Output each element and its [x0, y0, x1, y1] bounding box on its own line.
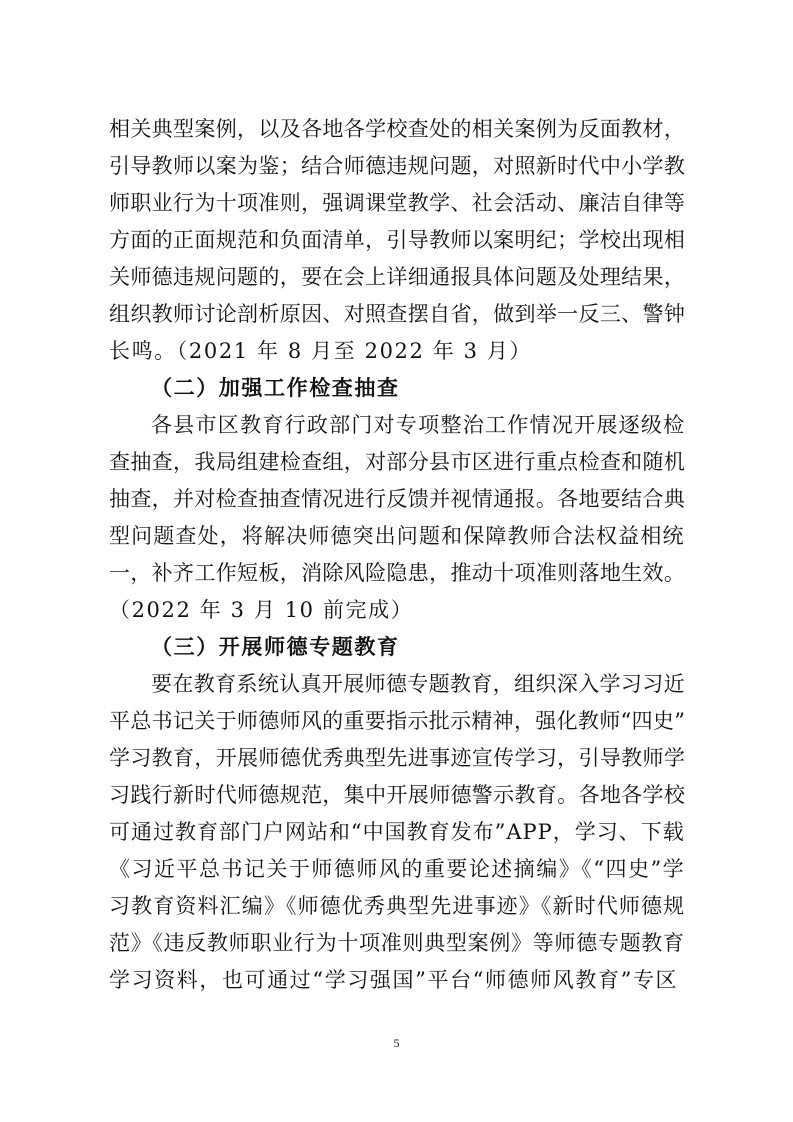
- text-line: 组织教师讨论剖析原因、对照查摆自省，做到举一反三、警钟: [109, 302, 686, 326]
- text-line: 一，补齐工作短板，消除风险隐患，推动十项准则落地生效。: [109, 561, 686, 585]
- section-heading: （二）加强工作检查抽查: [151, 375, 400, 400]
- text-line: 习教育资料汇编》《师德优秀典型先进事迹》《新时代师德规: [109, 894, 686, 918]
- text-line: （2022 年 3 月 10 前完成）: [109, 598, 414, 622]
- text-line: 长鸣。（2021 年 8 月至 2022 年 3 月）: [109, 339, 533, 363]
- text-line: 各县市区教育行政部门对专项整治工作情况开展逐级检: [151, 413, 686, 437]
- text-line: 平总书记关于师德师风的重要指示批示精神，强化教师“四史”: [109, 709, 686, 733]
- section-heading: （三）开展师德专题教育: [151, 634, 400, 659]
- text-line: 查抽查，我局组建检查组，对部分县市区进行重点检查和随机: [109, 450, 686, 474]
- text-line: 范》《违反教师职业行为十项准则典型案例》等师德专题教育: [109, 931, 685, 955]
- text-line: 要在教育系统认真开展师德专题教育，组织深入学习习近: [151, 672, 685, 696]
- text-line: 习践行新时代师德规范，集中开展师德警示教育。各地各学校: [109, 783, 686, 807]
- text-line: 可通过教育部门户网站和“中国教育发布”APP，学习、下载: [109, 820, 685, 844]
- text-line: 型问题查处，将解决师德突出问题和保障教师合法权益相统: [109, 524, 685, 548]
- text-line: 方面的正面规范和负面清单，引导教师以案明纪；学校出现相: [109, 228, 686, 252]
- text-line: 学习教育，开展师德优秀典型先进事迹宣传学习，引导教师学: [109, 746, 686, 770]
- text-line: 关师德违规问题的，要在会上详细通报具体问题及处理结果，: [109, 265, 686, 289]
- text-line: 学习资料，也可通过“学习强国”平台“师德师风教育”专区: [109, 968, 679, 992]
- text-line: 抽查，并对检查抽查情况进行反馈并视情通报。各地要结合典: [109, 487, 686, 511]
- text-line: 师职业行为十项准则，强调课堂教学、社会活动、廉洁自律等: [109, 191, 686, 215]
- text-line: 相关典型案例，以及各地各学校查处的相关案例为反面教材，: [109, 117, 686, 141]
- text-line: 引导教师以案为鉴；结合师德违规问题，对照新时代中小学教: [109, 154, 686, 178]
- page-number: 5: [393, 1036, 400, 1050]
- text-line: 《习近平总书记关于师德师风的重要论述摘编》《“四史”学: [109, 857, 686, 881]
